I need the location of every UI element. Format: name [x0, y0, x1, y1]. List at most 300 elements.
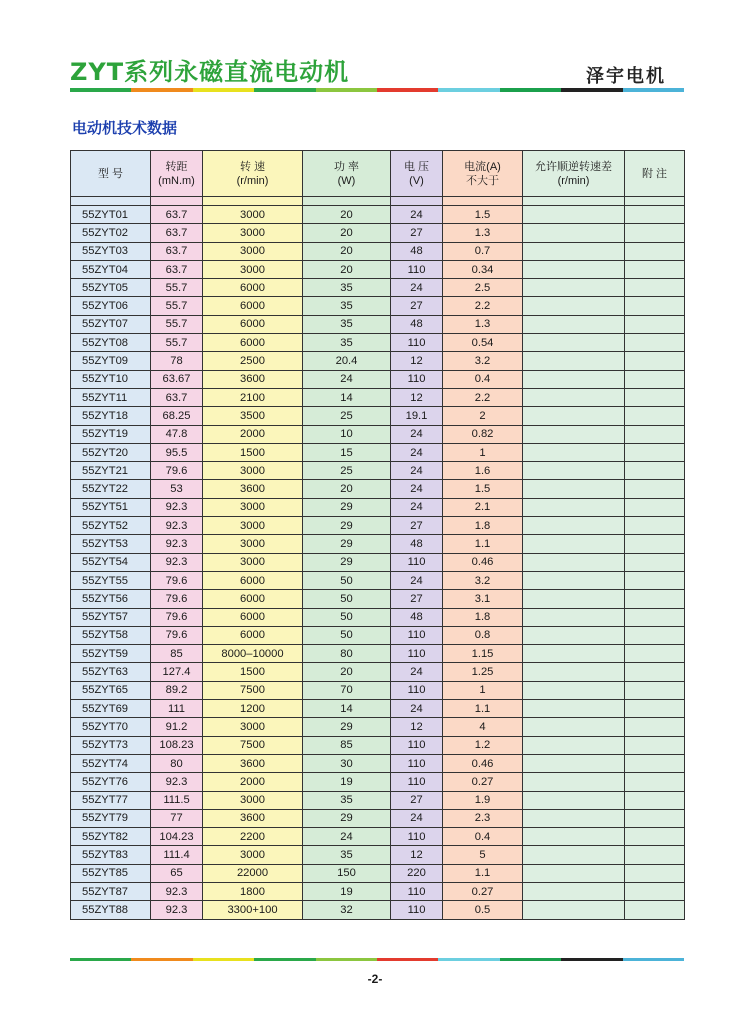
- cell-voltage: 110: [391, 260, 443, 278]
- cell-speed: 3000: [203, 535, 303, 553]
- header-speed: 转 速 (r/min): [203, 151, 303, 197]
- cell-notes: [625, 882, 685, 900]
- cell-model: 55ZYT70: [71, 718, 151, 736]
- cell-torque: 47.8: [151, 425, 203, 443]
- cell-power: 20: [303, 206, 391, 224]
- stripe-segment: [377, 958, 438, 961]
- cell-notes: [625, 828, 685, 846]
- cell-torque: 92.3: [151, 517, 203, 535]
- cell-speed-difference: [523, 901, 625, 919]
- cell-voltage: 27: [391, 517, 443, 535]
- cell-speed: 6000: [203, 279, 303, 297]
- cell-speed-difference: [523, 590, 625, 608]
- cell-current: 1.1: [443, 535, 523, 553]
- cell-speed: 3600: [203, 480, 303, 498]
- header-spacer-row: [71, 197, 685, 206]
- cell-torque: 111.5: [151, 791, 203, 809]
- cell-torque: 78: [151, 352, 203, 370]
- table-row: [71, 645, 685, 663]
- cell-notes: [625, 315, 685, 333]
- cell-speed-difference: [523, 736, 625, 754]
- cell-current: 1.6: [443, 462, 523, 480]
- cell-current: 0.4: [443, 370, 523, 388]
- cell-voltage: 12: [391, 846, 443, 864]
- cell-model: 55ZYT03: [71, 242, 151, 260]
- cell-speed: 8000–10000: [203, 645, 303, 663]
- cell-model: 55ZYT10: [71, 370, 151, 388]
- table-row: [71, 242, 685, 260]
- table-row: [71, 498, 685, 516]
- cell-speed: 7500: [203, 736, 303, 754]
- cell-model: 55ZYT20: [71, 443, 151, 461]
- cell-current: 0.34: [443, 260, 523, 278]
- table-row: [71, 370, 685, 388]
- cell-speed: 2000: [203, 425, 303, 443]
- cell-notes: [625, 443, 685, 461]
- cell-model: 55ZYT63: [71, 663, 151, 681]
- table-row: [71, 773, 685, 791]
- cell-speed-difference: [523, 681, 625, 699]
- stripe-segment: [254, 958, 315, 961]
- cell-speed: 3000: [203, 517, 303, 535]
- cell-notes: [625, 864, 685, 882]
- cell-power: 50: [303, 590, 391, 608]
- table-row: [71, 535, 685, 553]
- table-row: [71, 553, 685, 571]
- cell-power: 19: [303, 773, 391, 791]
- cell-notes: [625, 425, 685, 443]
- cell-current: 0.82: [443, 425, 523, 443]
- cell-voltage: 24: [391, 700, 443, 718]
- cell-voltage: 48: [391, 608, 443, 626]
- cell-power: 80: [303, 645, 391, 663]
- cell-current: 2.2: [443, 388, 523, 406]
- cell-current: 2.1: [443, 498, 523, 516]
- cell-voltage: 110: [391, 882, 443, 900]
- cell-current: 0.46: [443, 553, 523, 571]
- cell-current: 4: [443, 718, 523, 736]
- cell-speed: 6000: [203, 626, 303, 644]
- table-row: [71, 864, 685, 882]
- cell-power: 35: [303, 315, 391, 333]
- cell-current: 2.2: [443, 297, 523, 315]
- cell-notes: [625, 718, 685, 736]
- cell-power: 15: [303, 443, 391, 461]
- cell-model: 55ZYT55: [71, 571, 151, 589]
- cell-speed-difference: [523, 773, 625, 791]
- cell-speed: 6000: [203, 608, 303, 626]
- cell-speed: 6000: [203, 315, 303, 333]
- cell-current: 1: [443, 681, 523, 699]
- header-model: 型 号: [71, 151, 151, 197]
- cell-voltage: 110: [391, 370, 443, 388]
- cell-power: 35: [303, 297, 391, 315]
- stripe-segment: [70, 958, 131, 961]
- cell-current: 0.46: [443, 754, 523, 772]
- cell-speed-difference: [523, 480, 625, 498]
- cell-model: 55ZYT09: [71, 352, 151, 370]
- cell-notes: [625, 388, 685, 406]
- cell-notes: [625, 663, 685, 681]
- cell-voltage: 110: [391, 901, 443, 919]
- cell-power: 150: [303, 864, 391, 882]
- page-number: -2-: [367, 972, 383, 986]
- cell-speed: 2000: [203, 773, 303, 791]
- stripe-segment: [500, 88, 561, 92]
- cell-power: 10: [303, 425, 391, 443]
- cell-speed-difference: [523, 224, 625, 242]
- table-row: [71, 425, 685, 443]
- cell-torque: 63.67: [151, 370, 203, 388]
- table-row: [71, 809, 685, 827]
- cell-torque: 127.4: [151, 663, 203, 681]
- cell-model: 55ZYT59: [71, 645, 151, 663]
- cell-voltage: 24: [391, 480, 443, 498]
- cell-model: 55ZYT21: [71, 462, 151, 480]
- cell-power: 29: [303, 718, 391, 736]
- table-row: [71, 480, 685, 498]
- cell-current: 2.3: [443, 809, 523, 827]
- cell-model: 55ZYT83: [71, 846, 151, 864]
- cell-speed: 3500: [203, 407, 303, 425]
- cell-power: 50: [303, 571, 391, 589]
- cell-power: 85: [303, 736, 391, 754]
- cell-speed-difference: [523, 462, 625, 480]
- cell-model: 55ZYT57: [71, 608, 151, 626]
- cell-model: 55ZYT76: [71, 773, 151, 791]
- table-row: [71, 279, 685, 297]
- cell-current: 2: [443, 407, 523, 425]
- cell-voltage: 12: [391, 352, 443, 370]
- cell-speed: 3000: [203, 498, 303, 516]
- table-row: [71, 571, 685, 589]
- cell-notes: [625, 681, 685, 699]
- stripe-segment: [70, 88, 131, 92]
- cell-current: 1.15: [443, 645, 523, 663]
- cell-power: 29: [303, 498, 391, 516]
- cell-model: 55ZYT65: [71, 681, 151, 699]
- cell-current: 0.27: [443, 773, 523, 791]
- header-speed-difference: 允许顺逆转速差 (r/min): [523, 151, 625, 197]
- cell-power: 70: [303, 681, 391, 699]
- cell-notes: [625, 297, 685, 315]
- cell-model: 55ZYT02: [71, 224, 151, 242]
- brand-name: 泽宇电机: [586, 66, 666, 87]
- cell-speed-difference: [523, 828, 625, 846]
- cell-notes: [625, 224, 685, 242]
- cell-power: 32: [303, 901, 391, 919]
- cell-speed-difference: [523, 352, 625, 370]
- cell-notes: [625, 773, 685, 791]
- stripe-segment: [316, 958, 377, 961]
- cell-torque: 63.7: [151, 206, 203, 224]
- stripe-segment: [377, 88, 438, 92]
- cell-speed-difference: [523, 718, 625, 736]
- cell-speed: 6000: [203, 571, 303, 589]
- cell-current: 1.3: [443, 315, 523, 333]
- cell-torque: 79.6: [151, 590, 203, 608]
- cell-notes: [625, 553, 685, 571]
- cell-speed-difference: [523, 645, 625, 663]
- cell-current: 3.1: [443, 590, 523, 608]
- cell-torque: 77: [151, 809, 203, 827]
- cell-power: 20.4: [303, 352, 391, 370]
- cell-model: 55ZYT04: [71, 260, 151, 278]
- table-row: [71, 754, 685, 772]
- document-title: ZYT系列永磁直流电动机: [70, 58, 350, 86]
- cell-torque: 92.3: [151, 901, 203, 919]
- stripe-segment: [500, 958, 561, 961]
- cell-speed-difference: [523, 279, 625, 297]
- cell-torque: 111.4: [151, 846, 203, 864]
- cell-torque: 92.3: [151, 773, 203, 791]
- cell-speed: 7500: [203, 681, 303, 699]
- cell-notes: [625, 206, 685, 224]
- cell-model: 55ZYT74: [71, 754, 151, 772]
- cell-speed-difference: [523, 407, 625, 425]
- cell-speed: 22000: [203, 864, 303, 882]
- table-row: [71, 828, 685, 846]
- cell-torque: 92.3: [151, 553, 203, 571]
- motor-spec-table: [70, 150, 685, 920]
- header-notes: 附 注: [625, 151, 685, 197]
- cell-notes: [625, 535, 685, 553]
- cell-speed: 3600: [203, 370, 303, 388]
- cell-torque: 79.6: [151, 626, 203, 644]
- cell-notes: [625, 242, 685, 260]
- cell-current: 1.2: [443, 736, 523, 754]
- cell-voltage: 12: [391, 718, 443, 736]
- cell-torque: 92.3: [151, 535, 203, 553]
- cell-notes: [625, 700, 685, 718]
- header-voltage: 电 压 (V): [391, 151, 443, 197]
- cell-speed: 6000: [203, 590, 303, 608]
- cell-speed-difference: [523, 388, 625, 406]
- cell-notes: [625, 901, 685, 919]
- cell-torque: 63.7: [151, 224, 203, 242]
- cell-model: 55ZYT87: [71, 882, 151, 900]
- header-current: 电流(A) 不大于: [443, 151, 523, 197]
- cell-current: 0.4: [443, 828, 523, 846]
- stripe-segment: [561, 958, 622, 961]
- cell-model: 55ZYT19: [71, 425, 151, 443]
- cell-voltage: 27: [391, 224, 443, 242]
- cell-notes: [625, 352, 685, 370]
- cell-current: 1.5: [443, 206, 523, 224]
- cell-current: 1.5: [443, 480, 523, 498]
- cell-speed-difference: [523, 608, 625, 626]
- cell-current: 5: [443, 846, 523, 864]
- cell-voltage: 24: [391, 443, 443, 461]
- table-row: [71, 846, 685, 864]
- cell-notes: [625, 571, 685, 589]
- cell-notes: [625, 334, 685, 352]
- cell-model: 55ZYT77: [71, 791, 151, 809]
- table-row: [71, 352, 685, 370]
- cell-current: 1.25: [443, 663, 523, 681]
- cell-speed: 1200: [203, 700, 303, 718]
- cell-speed-difference: [523, 882, 625, 900]
- cell-current: 1: [443, 443, 523, 461]
- table-header-row: [71, 151, 685, 197]
- cell-speed: 3000: [203, 791, 303, 809]
- cell-speed-difference: [523, 700, 625, 718]
- cell-speed-difference: [523, 553, 625, 571]
- cell-speed-difference: [523, 517, 625, 535]
- cell-speed: 3000: [203, 718, 303, 736]
- cell-speed-difference: [523, 425, 625, 443]
- cell-power: 20: [303, 260, 391, 278]
- cell-current: 1.1: [443, 700, 523, 718]
- table-row: [71, 315, 685, 333]
- stripe-segment: [131, 88, 192, 92]
- cell-torque: 53: [151, 480, 203, 498]
- stripe-segment: [254, 88, 315, 92]
- cell-speed: 2500: [203, 352, 303, 370]
- cell-voltage: 24: [391, 279, 443, 297]
- cell-speed: 3000: [203, 846, 303, 864]
- cell-current: 3.2: [443, 571, 523, 589]
- cell-model: 55ZYT73: [71, 736, 151, 754]
- cell-voltage: 24: [391, 663, 443, 681]
- cell-speed-difference: [523, 315, 625, 333]
- cell-notes: [625, 260, 685, 278]
- cell-notes: [625, 517, 685, 535]
- cell-model: 55ZYT69: [71, 700, 151, 718]
- header-power: 功 率 (W): [303, 151, 391, 197]
- cell-notes: [625, 736, 685, 754]
- cell-torque: 55.7: [151, 315, 203, 333]
- cell-model: 55ZYT56: [71, 590, 151, 608]
- cell-power: 50: [303, 608, 391, 626]
- cell-speed-difference: [523, 535, 625, 553]
- cell-current: 1.9: [443, 791, 523, 809]
- cell-torque: 65: [151, 864, 203, 882]
- section-title: 电动机技术数据: [72, 119, 178, 137]
- cell-current: 0.5: [443, 901, 523, 919]
- stripe-segment: [438, 958, 499, 961]
- cell-torque: 63.7: [151, 388, 203, 406]
- cell-speed-difference: [523, 370, 625, 388]
- cell-power: 35: [303, 334, 391, 352]
- stripe-segment: [438, 88, 499, 92]
- stripe-segment: [561, 88, 622, 92]
- cell-speed: 2100: [203, 388, 303, 406]
- cell-notes: [625, 626, 685, 644]
- cell-notes: [625, 370, 685, 388]
- cell-power: 20: [303, 242, 391, 260]
- cell-power: 25: [303, 462, 391, 480]
- cell-current: 0.7: [443, 242, 523, 260]
- cell-speed-difference: [523, 242, 625, 260]
- cell-model: 55ZYT05: [71, 279, 151, 297]
- cell-voltage: 110: [391, 334, 443, 352]
- cell-torque: 95.5: [151, 443, 203, 461]
- cell-voltage: 24: [391, 809, 443, 827]
- table-row: [71, 260, 685, 278]
- cell-notes: [625, 498, 685, 516]
- cell-power: 29: [303, 809, 391, 827]
- cell-model: 55ZYT85: [71, 864, 151, 882]
- cell-power: 35: [303, 279, 391, 297]
- cell-model: 55ZYT52: [71, 517, 151, 535]
- cell-voltage: 24: [391, 425, 443, 443]
- cell-voltage: 19.1: [391, 407, 443, 425]
- cell-voltage: 48: [391, 242, 443, 260]
- cell-power: 20: [303, 663, 391, 681]
- table-row: [71, 901, 685, 919]
- cell-model: 55ZYT22: [71, 480, 151, 498]
- table-row: [71, 206, 685, 224]
- header-torque: 转距 (mN.m): [151, 151, 203, 197]
- table-row: [71, 608, 685, 626]
- cell-current: 2.5: [443, 279, 523, 297]
- cell-notes: [625, 846, 685, 864]
- table-row: [71, 462, 685, 480]
- cell-model: 55ZYT54: [71, 553, 151, 571]
- stripe-segment: [623, 88, 684, 92]
- table-row: [71, 334, 685, 352]
- stripe-segment: [131, 958, 192, 961]
- table-row: [71, 626, 685, 644]
- cell-power: 20: [303, 480, 391, 498]
- cell-model: 55ZYT07: [71, 315, 151, 333]
- table-row: [71, 736, 685, 754]
- cell-power: 19: [303, 882, 391, 900]
- cell-torque: 108.23: [151, 736, 203, 754]
- cell-power: 14: [303, 388, 391, 406]
- cell-voltage: 110: [391, 626, 443, 644]
- cell-torque: 55.7: [151, 297, 203, 315]
- cell-notes: [625, 407, 685, 425]
- cell-notes: [625, 590, 685, 608]
- cell-notes: [625, 754, 685, 772]
- table-row: [71, 517, 685, 535]
- cell-power: 25: [303, 407, 391, 425]
- cell-voltage: 27: [391, 297, 443, 315]
- table-row: [71, 224, 685, 242]
- cell-torque: 63.7: [151, 242, 203, 260]
- cell-current: 0.27: [443, 882, 523, 900]
- cell-voltage: 48: [391, 315, 443, 333]
- cell-power: 29: [303, 517, 391, 535]
- cell-power: 29: [303, 553, 391, 571]
- bottom-color-stripe: [70, 958, 684, 961]
- cell-speed-difference: [523, 498, 625, 516]
- cell-speed: 3300+100: [203, 901, 303, 919]
- cell-voltage: 110: [391, 773, 443, 791]
- cell-speed: 3000: [203, 206, 303, 224]
- cell-notes: [625, 480, 685, 498]
- cell-torque: 111: [151, 700, 203, 718]
- table-row: [71, 882, 685, 900]
- table-row: [71, 791, 685, 809]
- cell-model: 55ZYT58: [71, 626, 151, 644]
- stripe-segment: [193, 88, 254, 92]
- cell-torque: 79.6: [151, 462, 203, 480]
- cell-speed-difference: [523, 571, 625, 589]
- cell-voltage: 110: [391, 736, 443, 754]
- cell-speed-difference: [523, 809, 625, 827]
- cell-speed: 3000: [203, 224, 303, 242]
- cell-torque: 92.3: [151, 882, 203, 900]
- cell-torque: 89.2: [151, 681, 203, 699]
- stripe-segment: [193, 958, 254, 961]
- cell-notes: [625, 645, 685, 663]
- table-row: [71, 407, 685, 425]
- cell-speed: 3600: [203, 809, 303, 827]
- cell-torque: 55.7: [151, 334, 203, 352]
